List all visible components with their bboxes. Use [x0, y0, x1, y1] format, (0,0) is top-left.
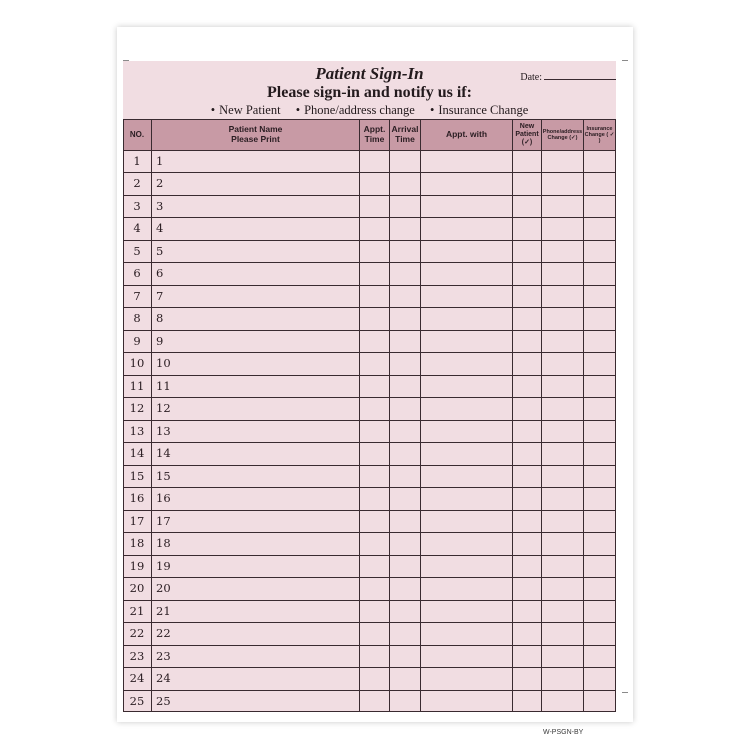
entry-cell[interactable]	[584, 263, 616, 284]
crop-mark	[622, 692, 628, 693]
entry-cell[interactable]	[360, 286, 390, 307]
table-row	[123, 285, 616, 307]
entry-cell[interactable]	[421, 601, 513, 622]
entry-cell[interactable]	[390, 151, 421, 172]
entry-cell[interactable]	[513, 308, 542, 329]
entry-cell[interactable]	[584, 241, 616, 262]
form-title: Patient Sign-In	[315, 64, 424, 83]
entry-cell[interactable]	[152, 286, 360, 307]
entry-cell[interactable]	[513, 331, 542, 352]
table-row	[123, 150, 616, 172]
entry-cell[interactable]	[513, 173, 542, 194]
entry-cell[interactable]	[542, 151, 584, 172]
table-row	[123, 397, 616, 419]
entry-cell[interactable]	[152, 556, 360, 577]
row-number: 24	[129, 671, 145, 686]
sign-in-sheet	[117, 27, 633, 736]
entry-cell[interactable]	[421, 578, 513, 599]
entry-cell[interactable]	[152, 443, 360, 464]
table-row	[123, 172, 616, 194]
entry-cell[interactable]	[360, 646, 390, 667]
entry-cell[interactable]	[152, 623, 360, 644]
entry-cell[interactable]	[542, 398, 584, 419]
entry-cell[interactable]	[542, 466, 584, 487]
form-subtitle: Please sign-in and notify us if:	[267, 84, 472, 101]
date-field[interactable]	[520, 71, 616, 83]
row-number-patient: 11	[156, 378, 171, 393]
entry-cell[interactable]	[513, 263, 542, 284]
entry-cell[interactable]	[542, 308, 584, 329]
entry-cell[interactable]	[390, 623, 421, 644]
entry-cell[interactable]	[513, 668, 542, 689]
entry-cell[interactable]	[421, 556, 513, 577]
header-appt-time: Appt. Time	[360, 120, 390, 150]
entry-cell[interactable]	[421, 218, 513, 239]
entry-cell[interactable]	[421, 691, 513, 712]
entry-cell[interactable]	[152, 376, 360, 397]
entry-cell[interactable]	[421, 173, 513, 194]
entry-cell[interactable]	[542, 286, 584, 307]
entry-cell[interactable]	[421, 623, 513, 644]
entry-cell[interactable]	[542, 511, 584, 532]
entry-cell[interactable]	[360, 218, 390, 239]
row-number-patient: 2	[156, 176, 164, 191]
row-number-patient: 8	[156, 311, 164, 326]
table-row	[123, 487, 616, 509]
entry-cell[interactable]	[360, 308, 390, 329]
row-number-patient: 1	[156, 154, 164, 168]
entry-cell[interactable]	[390, 263, 421, 284]
header-new-patient: New Patient (✓)	[513, 120, 542, 150]
entry-cell[interactable]	[421, 353, 513, 374]
entry-cell[interactable]	[421, 668, 513, 689]
entry-cell[interactable]	[152, 218, 360, 239]
table-row	[123, 645, 616, 667]
entry-cell[interactable]	[513, 601, 542, 622]
entry-cell[interactable]	[584, 308, 616, 329]
entry-cell[interactable]	[584, 533, 616, 554]
row-number-patient: 23	[156, 648, 171, 663]
entry-cell[interactable]	[152, 511, 360, 532]
entry-cell[interactable]	[584, 511, 616, 532]
crop-mark	[622, 60, 628, 61]
table-row	[123, 600, 616, 622]
entry-cell[interactable]	[421, 286, 513, 307]
entry-cell[interactable]	[584, 218, 616, 239]
row-number: 2	[133, 176, 141, 191]
entry-cell[interactable]	[542, 578, 584, 599]
entry-cell[interactable]	[360, 151, 390, 172]
entry-cell[interactable]	[542, 443, 584, 464]
entry-cell[interactable]	[542, 488, 584, 509]
entry-cell[interactable]	[360, 668, 390, 689]
entry-cell[interactable]	[542, 421, 584, 442]
row-number: 16	[129, 491, 145, 506]
entry-cell[interactable]	[152, 578, 360, 599]
entry-cell[interactable]	[542, 353, 584, 374]
entry-cell[interactable]	[360, 488, 390, 509]
table-left-rule	[123, 120, 124, 712]
entry-cell[interactable]	[390, 286, 421, 307]
entry-cell[interactable]	[542, 691, 584, 712]
entry-cell[interactable]	[390, 173, 421, 194]
entry-cell[interactable]	[421, 241, 513, 262]
date-label: Date:	[520, 72, 542, 83]
row-number: 25	[129, 693, 145, 708]
row-number: 8	[133, 311, 141, 326]
date-line	[544, 71, 616, 80]
entry-cell[interactable]	[542, 218, 584, 239]
entry-cell[interactable]	[584, 353, 616, 374]
entry-cell[interactable]	[584, 376, 616, 397]
row-number-patient: 13	[156, 423, 171, 438]
entry-cell[interactable]	[584, 331, 616, 352]
entry-cell[interactable]	[390, 601, 421, 622]
row-number: 7	[133, 288, 141, 303]
row-number-patient: 3	[156, 198, 164, 213]
entry-cell[interactable]	[513, 353, 542, 374]
entry-cell[interactable]	[152, 466, 360, 487]
entry-cell[interactable]	[513, 286, 542, 307]
row-number-patient: 20	[156, 581, 171, 596]
entry-cell[interactable]	[390, 218, 421, 239]
table-row	[123, 307, 616, 329]
entry-cell[interactable]	[390, 691, 421, 712]
entry-cell[interactable]	[513, 443, 542, 464]
table-row	[123, 217, 616, 239]
entry-cell[interactable]	[152, 691, 360, 712]
entry-cell[interactable]	[360, 173, 390, 194]
table-row	[123, 352, 616, 374]
entry-cell[interactable]	[513, 533, 542, 554]
table-row	[123, 465, 616, 487]
entry-cell[interactable]	[542, 331, 584, 352]
entry-cell[interactable]	[152, 331, 360, 352]
entry-cell[interactable]	[542, 263, 584, 284]
entry-cell[interactable]	[152, 151, 360, 172]
entry-cell[interactable]	[360, 511, 390, 532]
entry-cell[interactable]	[152, 533, 360, 554]
entry-cell[interactable]	[360, 241, 390, 262]
entry-cell[interactable]	[152, 646, 360, 667]
table-row	[123, 195, 616, 217]
entry-cell[interactable]	[360, 533, 390, 554]
entry-cell[interactable]	[360, 376, 390, 397]
row-number: 4	[133, 221, 141, 236]
entry-cell[interactable]	[390, 466, 421, 487]
row-number-patient: 7	[156, 288, 164, 303]
row-number-patient: 15	[156, 468, 171, 483]
row-number: 11	[129, 378, 145, 393]
entry-cell[interactable]	[360, 466, 390, 487]
entry-cell[interactable]	[542, 376, 584, 397]
row-number-patient: 4	[156, 221, 164, 236]
entry-cell[interactable]	[584, 601, 616, 622]
header-arrival-time: Arrival Time	[390, 120, 421, 150]
entry-cell[interactable]	[390, 556, 421, 577]
row-number: 23	[129, 648, 145, 663]
row-number: 6	[133, 266, 141, 281]
entry-cell[interactable]	[152, 668, 360, 689]
entry-cell[interactable]	[390, 511, 421, 532]
row-number: 21	[129, 603, 145, 618]
entry-cell[interactable]	[542, 646, 584, 667]
entry-cell[interactable]	[390, 353, 421, 374]
entry-cell[interactable]	[513, 151, 542, 172]
entry-cell[interactable]	[584, 488, 616, 509]
option-insurance-change: • Insurance Change	[430, 103, 528, 117]
form-code: W-PSGN-BY	[543, 729, 584, 736]
entry-cell[interactable]	[513, 691, 542, 712]
row-number: 13	[129, 423, 145, 438]
entry-cell[interactable]	[584, 196, 616, 217]
entry-cell[interactable]	[542, 241, 584, 262]
row-number: 18	[129, 536, 145, 551]
option-new-patient: • New Patient	[211, 103, 281, 117]
header-patient-name: Patient Name Please Print	[152, 120, 360, 150]
table-row	[123, 532, 616, 554]
entry-cell[interactable]	[542, 196, 584, 217]
entry-cell[interactable]	[360, 578, 390, 599]
entry-cell[interactable]	[584, 421, 616, 442]
header-insurance-change: Insurance Change ( ✓ )	[584, 120, 616, 150]
entry-cell[interactable]	[360, 556, 390, 577]
entry-cell[interactable]	[152, 353, 360, 374]
entry-cell[interactable]	[513, 623, 542, 644]
row-number: 20	[129, 581, 145, 596]
entry-cell[interactable]	[390, 376, 421, 397]
entry-cell[interactable]	[390, 488, 421, 509]
entry-cell[interactable]	[390, 331, 421, 352]
row-number: 9	[133, 333, 141, 348]
entry-cell[interactable]	[542, 601, 584, 622]
entry-cell[interactable]	[542, 173, 584, 194]
entry-cell[interactable]	[584, 623, 616, 644]
entry-cell[interactable]	[360, 398, 390, 419]
entry-cell[interactable]	[390, 533, 421, 554]
row-number: 19	[129, 558, 145, 573]
entry-cell[interactable]	[421, 263, 513, 284]
entry-cell[interactable]	[542, 668, 584, 689]
entry-cell[interactable]	[421, 421, 513, 442]
entry-cell[interactable]	[390, 578, 421, 599]
entry-cell[interactable]	[152, 308, 360, 329]
entry-cell[interactable]	[390, 646, 421, 667]
entry-cell[interactable]	[584, 466, 616, 487]
row-number: 15	[129, 468, 145, 483]
entry-cell[interactable]	[513, 511, 542, 532]
row-number-patient: 19	[156, 558, 171, 573]
row-number: 12	[129, 401, 145, 416]
entry-cell[interactable]	[421, 466, 513, 487]
row-number: 17	[129, 513, 145, 528]
table-row	[123, 375, 616, 397]
row-number-patient: 22	[156, 626, 171, 641]
row-number-patient: 6	[156, 266, 164, 281]
entry-cell[interactable]	[390, 443, 421, 464]
entry-cell[interactable]	[360, 691, 390, 712]
entry-cell[interactable]	[152, 488, 360, 509]
row-number: 14	[129, 446, 145, 461]
entry-cell[interactable]	[513, 578, 542, 599]
entry-cell[interactable]	[513, 241, 542, 262]
entry-cell[interactable]	[390, 308, 421, 329]
table-row	[123, 330, 616, 352]
entry-cell[interactable]	[152, 421, 360, 442]
entry-cell[interactable]	[421, 196, 513, 217]
entry-cell[interactable]	[584, 151, 616, 172]
entry-cell[interactable]	[584, 668, 616, 689]
table-row	[123, 510, 616, 532]
sign-in-form	[123, 61, 616, 736]
row-number: 10	[129, 356, 145, 371]
entry-cell[interactable]	[584, 286, 616, 307]
row-number-patient: 12	[156, 401, 171, 416]
sign-in-table	[123, 119, 616, 711]
table-bottom-rule	[123, 711, 616, 712]
row-number-patient: 25	[156, 693, 171, 708]
entry-cell[interactable]	[360, 263, 390, 284]
table-row	[123, 555, 616, 577]
entry-cell[interactable]	[513, 376, 542, 397]
entry-cell[interactable]	[513, 196, 542, 217]
entry-cell[interactable]	[513, 488, 542, 509]
entry-cell[interactable]	[421, 533, 513, 554]
row-number: 5	[133, 243, 141, 258]
entry-cell[interactable]	[584, 556, 616, 577]
entry-cell[interactable]	[584, 646, 616, 667]
entry-cell[interactable]	[360, 353, 390, 374]
table-row	[123, 240, 616, 262]
notify-options	[123, 103, 616, 118]
table-row	[123, 577, 616, 599]
entry-cell[interactable]	[421, 646, 513, 667]
table-row	[123, 622, 616, 644]
entry-cell[interactable]	[513, 218, 542, 239]
header-phone-address-change: Phone/address Change (✓)	[542, 120, 584, 150]
entry-cell[interactable]	[584, 691, 616, 712]
row-number-patient: 16	[156, 491, 171, 506]
entry-cell[interactable]	[542, 556, 584, 577]
entry-cell[interactable]	[421, 331, 513, 352]
entry-cell[interactable]	[584, 578, 616, 599]
entry-cell[interactable]	[421, 376, 513, 397]
row-number: 3	[133, 198, 141, 213]
row-number-patient: 14	[156, 446, 171, 461]
entry-cell[interactable]	[360, 421, 390, 442]
table-row	[123, 442, 616, 464]
row-number: 1	[133, 154, 141, 168]
entry-cell[interactable]	[360, 601, 390, 622]
entry-cell[interactable]	[513, 398, 542, 419]
row-number: 22	[129, 626, 145, 641]
entry-cell[interactable]	[390, 241, 421, 262]
entry-cell[interactable]	[360, 443, 390, 464]
entry-cell[interactable]	[513, 556, 542, 577]
entry-cell[interactable]	[513, 421, 542, 442]
entry-cell[interactable]	[152, 398, 360, 419]
entry-cell[interactable]	[152, 173, 360, 194]
entry-cell[interactable]	[421, 488, 513, 509]
header-no: NO.	[123, 120, 152, 150]
entry-cell[interactable]	[542, 623, 584, 644]
table-row	[123, 262, 616, 284]
entry-cell[interactable]	[421, 151, 513, 172]
option-phone-address-change: • Phone/address change	[296, 103, 415, 117]
entry-cell[interactable]	[421, 398, 513, 419]
entry-cell[interactable]	[584, 173, 616, 194]
entry-cell[interactable]	[360, 196, 390, 217]
entry-cell[interactable]	[152, 241, 360, 262]
entry-cell[interactable]	[421, 443, 513, 464]
entry-cell[interactable]	[360, 331, 390, 352]
entry-cell[interactable]	[390, 398, 421, 419]
row-number-patient: 24	[156, 671, 171, 686]
entry-cell[interactable]	[390, 668, 421, 689]
table-row	[123, 420, 616, 442]
row-number-patient: 18	[156, 536, 171, 551]
entry-cell[interactable]	[513, 466, 542, 487]
entry-cell[interactable]	[152, 263, 360, 284]
table-row	[123, 690, 616, 712]
header-appt-with: Appt. with	[421, 120, 513, 150]
entry-cell[interactable]	[152, 601, 360, 622]
entry-cell[interactable]	[390, 196, 421, 217]
row-number-patient: 21	[156, 603, 171, 618]
entry-cell[interactable]	[360, 623, 390, 644]
entry-cell[interactable]	[390, 421, 421, 442]
row-number-patient: 5	[156, 243, 164, 258]
entry-cell[interactable]	[421, 308, 513, 329]
entry-cell[interactable]	[152, 196, 360, 217]
row-number-patient: 17	[156, 513, 171, 528]
entry-cell[interactable]	[584, 398, 616, 419]
row-number-patient: 9	[156, 333, 164, 348]
entry-cell[interactable]	[542, 533, 584, 554]
row-number-patient: 10	[156, 356, 171, 371]
entry-cell[interactable]	[421, 511, 513, 532]
table-row	[123, 667, 616, 689]
entry-cell[interactable]	[584, 443, 616, 464]
entry-cell[interactable]	[513, 646, 542, 667]
